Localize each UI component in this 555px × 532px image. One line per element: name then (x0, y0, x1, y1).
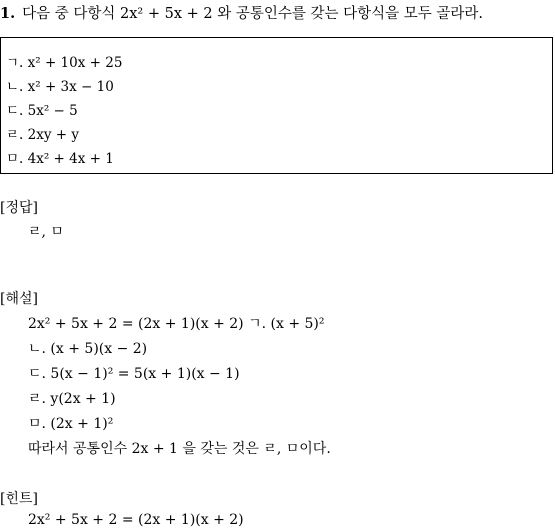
choice-expression: x² + 3x − 10 (27, 79, 114, 95)
hint-line: 2x² + 5x + 2 = (2x + 1)(x + 2) (28, 512, 244, 528)
choice-mark: ㄴ. (6, 79, 24, 95)
choice-item (6, 123, 79, 143)
hint-label: [힌트] (0, 491, 38, 507)
explanation-line: ㄷ. 5(x − 1)² = 5(x + 1)(x − 1) (28, 366, 240, 382)
choice-item (6, 147, 114, 167)
choice-expression: 2xy + y (27, 127, 79, 143)
explanation-conclusion: 따라서 공통인수 2x + 1 을 갖는 것은 ㄹ, ㅁ이다. (28, 441, 331, 457)
choice-expression: 5x² − 5 (27, 103, 78, 119)
question-number: 1. (0, 5, 16, 22)
choice-mark: ㄹ. (6, 127, 24, 143)
explanation-line: 2x² + 5x + 2 = (2x + 1)(x + 2) ㄱ. (x + 5)² (28, 316, 325, 332)
choice-expression: 4x² + 4x + 1 (27, 151, 114, 167)
answer-value: ㄹ, ㅁ (28, 224, 64, 240)
choice-item (6, 99, 78, 119)
choice-mark: ㄱ. (6, 55, 24, 71)
choice-mark: ㄷ. (6, 103, 24, 119)
explanation-line: ㅁ. (2x + 1)² (28, 416, 114, 432)
choice-item (6, 75, 114, 95)
explanation-line: ㄹ. y(2x + 1) (28, 391, 116, 407)
choice-item (6, 51, 122, 71)
answer-label: [정답] (0, 200, 38, 216)
choice-expression: x² + 10x + 25 (27, 55, 123, 71)
question-text: 다음 중 다항식 2x² + 5x + 2 와 공통인수를 갖는 다항식을 모두 골라라. (22, 6, 483, 22)
explanation-label: [해설] (0, 291, 38, 307)
choices-box (0, 37, 553, 174)
question-line (0, 2, 483, 23)
explanation-line: ㄴ. (x + 5)(x − 2) (28, 341, 148, 357)
choice-mark: ㅁ. (6, 151, 24, 167)
